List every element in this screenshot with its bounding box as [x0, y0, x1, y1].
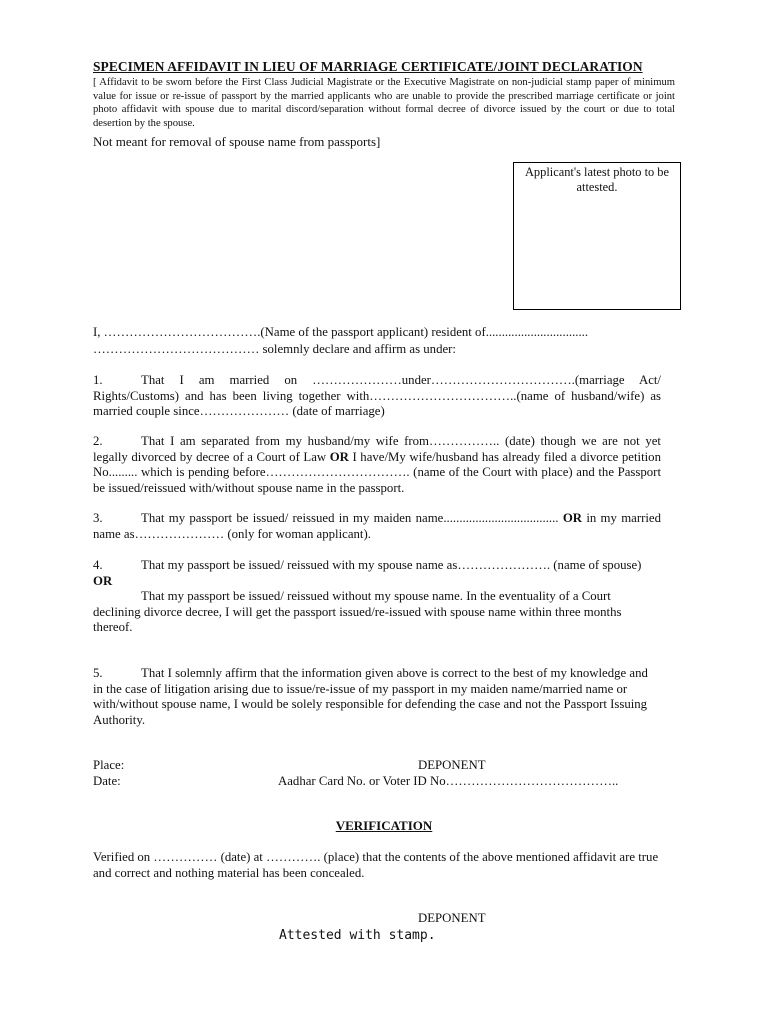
document-title: SPECIMEN AFFIDAVIT IN LIEU OF MARRIAGE CERTIFICATE/JOINT DECLARATION [93, 59, 643, 74]
place-label: Place: [93, 758, 125, 772]
clause-2-or: OR [329, 449, 349, 464]
clause-5-text: That I solemnly affirm that the information given above is correct to the best of my knowledge and in the case of litigation arising due to issue/re-issue of my passport in my maiden name/married name or with/without spouse name, I would be solely responsible for defending the case and not the Passport Issuing Authority. [93, 666, 648, 727]
clause-2-text-b: I have/My wife/husband has already filed a divorce petition No......... which is pending before……………………………. (name of the Court with place) and the Passport be issued/reissued with/without spouse name in the passport. [93, 449, 661, 495]
id-number-line: Aadhar Card No. or Voter ID No………………………………….. [278, 774, 619, 788]
clause-2 [93, 434, 661, 496]
clause-4-or: OR [93, 573, 113, 588]
clause-4-text-b: That my passport be issued/ reissued without my spouse name. In the eventuality of a Court declining divorce decree, I will get the passport issued/re-issued with spouse name within three months thereof. [93, 589, 622, 635]
clause-3-text-b: in my married name as………………… (only for woman applicant). [93, 511, 661, 541]
clause-5-number: 5. [93, 666, 103, 680]
clause-4-number: 4. [93, 558, 103, 572]
deponent-label: DEPONENT [418, 758, 486, 772]
clause-4 [93, 558, 661, 636]
verification-deponent-label: DEPONENT [418, 911, 486, 925]
clause-3-or: OR [562, 511, 583, 525]
photo-box-label: Applicant's latest photo to be attested. [524, 165, 669, 194]
photo-box [513, 162, 681, 310]
attested-with-stamp: Attested with stamp. [279, 928, 436, 943]
clause-2-number: 2. [93, 434, 103, 448]
verification-heading: VERIFICATION [335, 818, 433, 833]
clause-1-text: That I am married on …………………under…………………………….(marriage Act/ Rights/Customs) and has been living together with……………………………..(name of husband/wife) as married couple since………………… (date of marriage) [93, 373, 661, 419]
clause-3-number: 3. [93, 511, 103, 525]
clause-4-text-a: That my passport be issued/ reissued with my spouse name as…………………. (name of spouse) [141, 558, 642, 572]
instruction-note-last: Not meant for removal of spouse name from passports] [93, 134, 381, 149]
date-label: Date: [93, 774, 121, 788]
intro-line-2: ………………………………… solemnly declare and affirm as under: [93, 342, 456, 356]
clause-3 [93, 511, 661, 542]
clause-1 [93, 373, 661, 420]
clause-2-text-a: That I am separated from my husband/my wife from…………….. (date) though we are not yet legally divorced by decree of a Court of Law [93, 434, 661, 464]
clause-3-text-a: That my passport be issued/ reissued in my maiden name.................................... [141, 511, 559, 525]
clause-1-number: 1. [93, 373, 103, 387]
verification-text: Verified on …………… (date) at …………. (place) that the contents of the above mentioned affidavit are true and correct and nothing material has been concealed. [93, 850, 659, 880]
intro-line-1: I, ……………………………….(Name of the passport applicant) resident of................................ [93, 325, 589, 339]
instruction-note: [ Affidavit to be sworn before the First Class Judicial Magistrate or the Executive Magistrate on non-judicial stamp paper of minimum value for issue or re-issue of passport by the married applicants who are unable to provide the prescribed marriage certificate or joint photo affidavit with spouse due to marital discord/separation without formal decree of divorce issued by the court or due to total desertion by the spouse. [93, 77, 675, 129]
clause-5 [93, 666, 661, 728]
